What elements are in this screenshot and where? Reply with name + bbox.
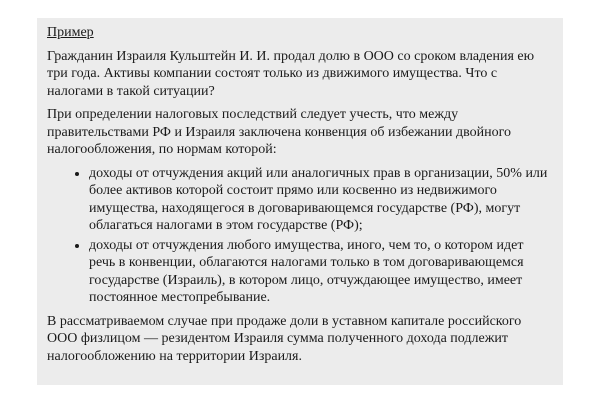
example-box <box>37 18 563 385</box>
list-item: • доходы от отчуждения акций или аналогичных прав в организации, 50% или более активов которой состоит прямо или косвенно из недвижимого имущества, находящегося в договаривающемся государстве (РФ), могут облагаться налогами в этом государстве (РФ); <box>89 165 553 235</box>
list-item: • доходы от отчуждения любого имущества, иного, чем то, о котором идет речь в конвенции, облагаются налогами только в том договаривающемся государстве (Израиль), в котором лицо, отчуждающее имущество, имеет постоянное местопребывание. <box>89 237 553 307</box>
conclusion-paragraph: В рассматриваемом случае при продаже доли в уставном капитале российского ООО физлицом — резидентом Израиля сумма полученного дохода подлежит налогообложению на территории Израиля. <box>47 313 522 364</box>
example-heading: Пример <box>47 25 94 40</box>
intro-paragraph: При определении налоговых последствий следует учесть, что между правительствами РФ и Израиля заключена конвенция об избежании двойного налогообложения, по нормам которой: <box>47 107 512 157</box>
bullet-list <box>47 165 553 307</box>
question-paragraph: Гражданин Израиля Кульштейн И. И. продал долю в ООО со сроком владения ею три года. Активы компании состоят только из движимого имущества. Что с налогами в такой ситуации? <box>47 48 535 99</box>
